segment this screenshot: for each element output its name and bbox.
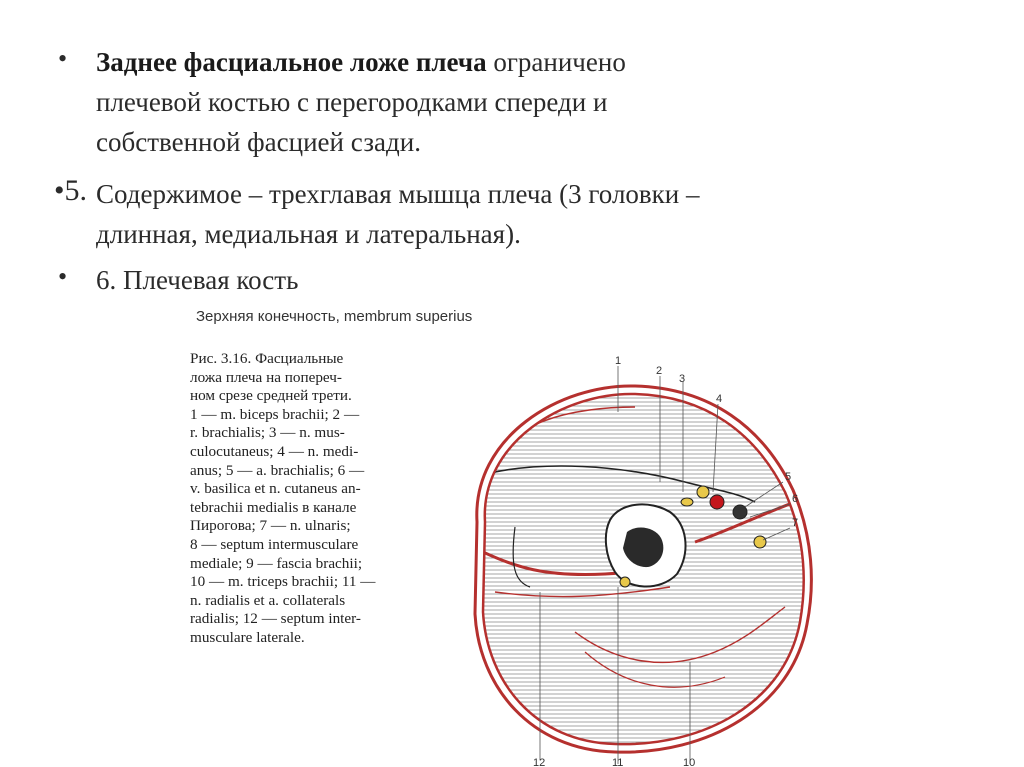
bullet-text-line: плечевой костью с перегородками спереди и (96, 87, 608, 117)
diagram-label-6: 6 (792, 493, 799, 505)
bullet-marker: • (58, 262, 68, 291)
arm-cross-section-diagram (455, 352, 830, 767)
diagram-label-10: 10 (683, 757, 696, 767)
bullet-text: ограничено (486, 47, 626, 77)
bullet-text: Содержимое – трехглавая мышца плеча (3 головки – (96, 179, 700, 209)
brachial-artery (710, 495, 724, 509)
bullet-text-line: длинная, медиальная и латеральная). (96, 219, 521, 249)
bullet-marker: •5. (54, 174, 88, 207)
figure-caption: Рис. 3.16. Фасциальные ложа плеча на попереч- ном срезе средней трети. 1 — m. biceps brachii; 2 — r. brachialis; 3 — n. mus- culocutaneus; 4 — n. medi- anus; 5 — a. brachialis; 6 — v. basilica et n. cutaneus an- tebrachii medialis в канале Пирогова; 7 — n. ulnaris; 8 — septum intermusculare mediale; 9 — fascia brachii; 10 — m. triceps brachii; 11 — n. radialis et a. collaterals radialis; 12 — septum inter- musculare laterale. (190, 350, 376, 646)
figure-header: Зерхняя конечность, membrum superius (196, 308, 473, 325)
musculocutaneous-nerve (681, 498, 693, 506)
bullet-marker: • (58, 44, 68, 73)
diagram-label-1: 1 (615, 355, 622, 367)
radial-nerve (620, 577, 630, 587)
diagram-label-5: 5 (785, 471, 792, 483)
textbook-figure (190, 306, 830, 767)
diagram-label-2: 2 (656, 365, 663, 377)
diagram-label-12: 12 (533, 757, 546, 767)
diagram-label-7: 7 (792, 517, 799, 529)
bullet-bold-heading: Заднее фасциальное ложе плеча (96, 47, 487, 77)
diagram-label-3: 3 (679, 373, 686, 385)
bullet-text: 6. Плечевая кость (96, 265, 299, 295)
bullet-text-line: собственной фасцией сзади. (96, 127, 421, 157)
basilic-vein (733, 505, 747, 519)
diagram-label-11: 11 (612, 757, 624, 767)
diagram-label-4: 4 (716, 393, 723, 405)
ulnar-nerve (754, 536, 766, 548)
median-nerve (697, 486, 709, 498)
